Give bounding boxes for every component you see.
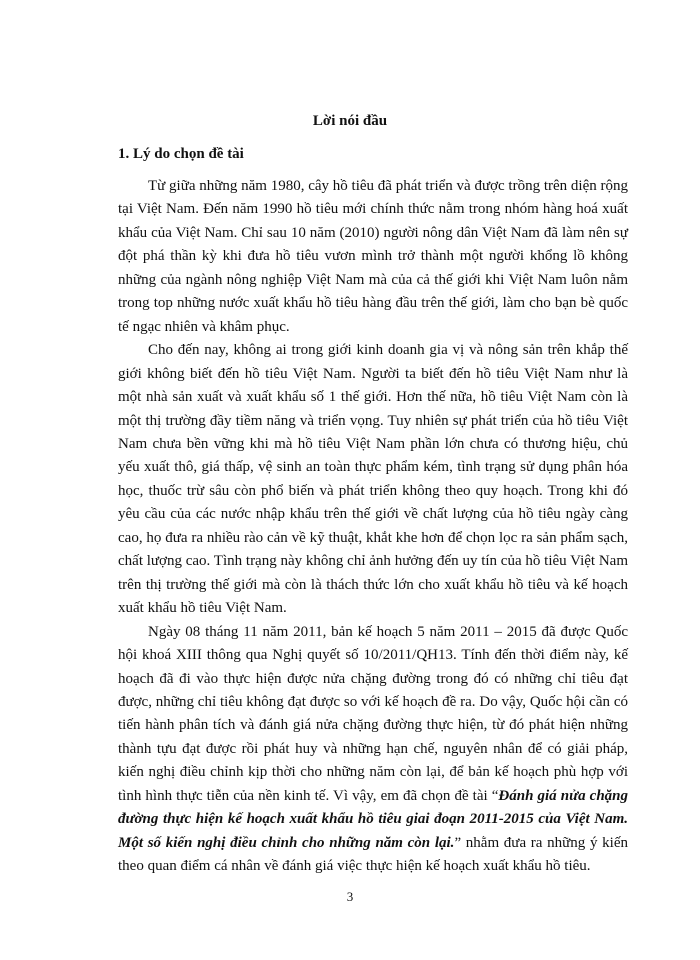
- body-text: [118, 175, 628, 879]
- paragraph-3-end: ” nhằm đưa ra những ý kiến theo quan điểm cá nhân về đánh giá việc thực hiện kế hoạch xuất khẩu hồ tiêu.: [118, 834, 628, 875]
- paragraph-1: Từ giữa những năm 1980, cây hồ tiêu đã phát triển và được trồng trên diện rộng tại Việt Nam. Đến năm 1990 hồ tiêu mới chính thức nằm trong nhóm hàng hoá xuất khẩu của Việt Nam. Chỉ sau 10 năm (2010) người nông dân Việt Nam đã làm nên sự đột phá thần kỳ khi đưa hồ tiêu vươn mình trở thành một người khổng lồ không những của ngành nông nghiệp Việt Nam mà của cả thế giới khi Việt Nam luôn nằm trong top những nước xuất khẩu hồ tiêu hàng đầu trên thế giới, làm cho bạn bè quốc tế ngạc nhiên và khâm phục.: [118, 178, 628, 335]
- paragraph-3: [118, 621, 628, 879]
- paragraph-3-start: Ngày 08 tháng 11 năm 2011, bản kế hoạch 5 năm 2011 – 2015 đã được Quốc hội khoá XIII thông qua Nghị quyết số 10/2011/QH13. Tính đến thời điểm này, kế hoạch đã đi vào thực hiện được nửa chặng đường trong đó có những chỉ tiêu đạt được, những chỉ tiêu không đạt được so với kế hoạch đề ra. Do vậy, Quốc hội cần có tiến hành phân tích và đánh giá nửa chặng đường thực hiện, từ đó phát hiện những thành tựu đạt được rồi phát huy và những hạn chế, nguyên nhân để có giải pháp, kiến nghị điều chỉnh kịp thời cho những năm còn lại, để bản kế hoạch phù hợp với tình hình thực tiễn của nền kinh tế. Vì vậy, em đã chọn đề tài “: [118, 623, 628, 804]
- section-title: 1. Lý do chọn đề tài: [118, 146, 244, 162]
- page-heading: Lời nói đầu: [312, 113, 388, 129]
- thesis-title: Đánh giá nửa chặng đường thực hiện kế hoạch xuất khẩu hồ tiêu giai đoạn 2011-2015 của Việt Nam. Một số kiến nghị điều chỉnh cho những năm còn lại.: [118, 787, 629, 851]
- page-number: 3: [346, 889, 354, 904]
- paragraph-2: Cho đến nay, không ai trong giới kinh doanh gia vị và nông sản trên khắp thế giới không biết đến hồ tiêu Việt Nam. Người ta biết đến hồ tiêu Việt Nam như là một nhà sản xuất và xuất khẩu số 1 thế giới. Hơn thế nữa, hồ tiêu Việt Nam còn là một thị trường đầy tiềm năng và triển vọng. Tuy nhiên sự phát triển của hồ tiêu Việt Nam chưa bền vững khi mà hồ tiêu Việt Nam phần lớn chưa có thương hiệu, chủ yếu xuất thô, giá thấp, vệ sinh an toàn thực phẩm kém, tình trạng sử dụng phân hóa học, thuốc trừ sâu còn phổ biến và phát triển không theo quy hoạch. Trong khi đó yêu cầu của các nước nhập khẩu trên thế giới về chất lượng của hồ tiêu ngày càng cao, họ đưa ra nhiều rào cản về kỹ thuật, khắt khe hơn để chọn lọc ra sản phẩm sạch, chất lượng cao. Tình trạng này không chỉ ảnh hưởng đến uy tín của hồ tiêu Việt Nam trên thị trường thế giới mà còn là thách thức lớn cho xuất khẩu hồ tiêu và kế hoạch xuất khẩu hồ tiêu Việt Nam.: [118, 342, 628, 617]
